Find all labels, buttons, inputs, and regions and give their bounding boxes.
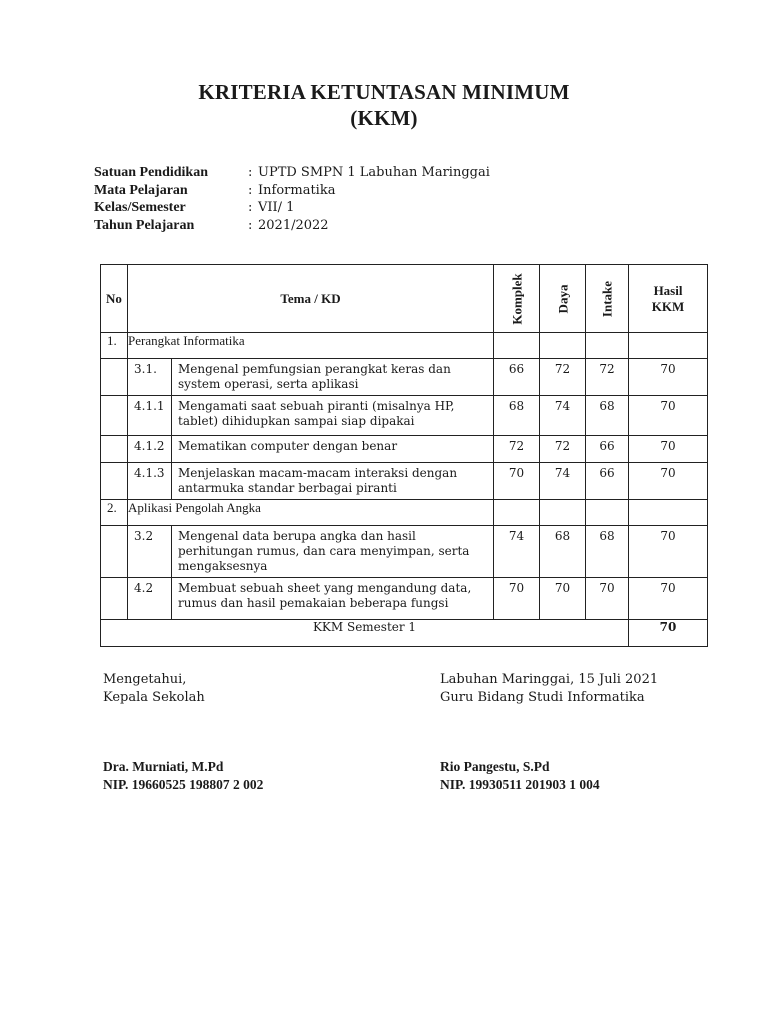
right-line1: Labuhan Maringgai, 15 Juli 2021 (440, 672, 659, 687)
header-komplek-label: Komplek (509, 272, 525, 325)
header-daya-label: Daya (555, 284, 571, 313)
info-label: Kelas/Semester (94, 200, 186, 215)
daya-value: 72 (540, 436, 586, 463)
daya-value: 74 (540, 396, 586, 436)
intake-value: 72 (586, 359, 629, 396)
header-tema-kd: Tema / KD (128, 265, 494, 333)
kd-code: 4.1.3 (128, 463, 172, 500)
kd-description: Menjelaskan macam-macam interaksi dengan antarmuka standar berbagai piranti (172, 463, 494, 500)
document-title: KRITERIA KETUNTASAN MINIMUM (198, 80, 570, 104)
info-label: Tahun Pelajaran (94, 217, 195, 233)
komplek-value: 72 (494, 436, 540, 463)
header-intake-label: Intake (599, 280, 615, 317)
section-row (101, 333, 708, 359)
signature-left-name (103, 758, 263, 794)
hasil-value: 70 (629, 359, 708, 396)
principal-name: Dra. Murniati, M.Pd (103, 759, 224, 774)
info-label: Mata Pelajaran (94, 182, 188, 198)
kkm-table (100, 264, 708, 647)
komplek-value: 74 (494, 526, 540, 578)
teacher-nip: NIP. 19930511 201903 1 004 (440, 777, 600, 792)
daya-value: 74 (540, 463, 586, 500)
info-colon: : (248, 182, 253, 198)
daya-value: 72 (540, 359, 586, 396)
info-value: Informatika (258, 182, 336, 198)
daya-value: 70 (540, 578, 586, 620)
kd-description: Mengenal data berupa angka dan hasil perhitungan rumus, dan cara menyimpan, serta mengaksesnya (172, 526, 494, 578)
table-row (101, 359, 708, 396)
total-label: KKM Semester 1 (101, 620, 629, 647)
header-intake (586, 265, 629, 333)
header-no: No (101, 265, 128, 333)
kd-code: 4.2 (128, 578, 172, 620)
komplek-value: 68 (494, 396, 540, 436)
intake-value: 70 (586, 578, 629, 620)
signature-right (440, 671, 658, 707)
intake-value: 66 (586, 436, 629, 463)
section-no: 1. (101, 333, 128, 359)
intake-value: 68 (586, 396, 629, 436)
info-label: Satuan Pendidikan (94, 165, 208, 180)
kd-code: 3.1. (128, 359, 172, 396)
hasil-value: 70 (629, 396, 708, 436)
kd-description: Membuat sebuah sheet yang mengandung data, rumus dan hasil pemakaian beberapa fungsi (172, 578, 494, 620)
info-value: 2021/2022 (258, 217, 329, 233)
komplek-value: 66 (494, 359, 540, 396)
table-row (101, 396, 708, 436)
info-colon: : (248, 217, 253, 233)
left-line2: Kepala Sekolah (103, 690, 205, 705)
section-row (101, 500, 708, 526)
info-colon: : (248, 200, 253, 215)
header-daya (540, 265, 586, 333)
header-hasil-kkm: Hasil KKM (629, 265, 708, 333)
document-subtitle: (KKM) (350, 106, 418, 130)
total-row (101, 620, 708, 647)
table-row (101, 463, 708, 500)
section-title: Perangkat Informatika (128, 333, 494, 359)
hasil-value: 70 (629, 436, 708, 463)
signature-right-name (440, 758, 600, 794)
komplek-value: 70 (494, 578, 540, 620)
daya-value: 68 (540, 526, 586, 578)
section-title: Aplikasi Pengolah Angka (128, 500, 494, 526)
info-row-satuan (94, 164, 490, 182)
info-value: VII/ 1 (258, 200, 295, 215)
table-row (101, 578, 708, 620)
right-line2: Guru Bidang Studi Informatika (440, 690, 645, 705)
kd-code: 3.2 (128, 526, 172, 578)
intake-value: 68 (586, 526, 629, 578)
teacher-name: Rio Pangestu, S.Pd (440, 759, 550, 774)
header-komplek (494, 265, 540, 333)
hasil-value: 70 (629, 526, 708, 578)
info-value: UPTD SMPN 1 Labuhan Maringgai (258, 165, 490, 180)
signature-left (103, 671, 205, 707)
principal-nip: NIP. 19660525 198807 2 002 (103, 777, 264, 792)
hasil-value: 70 (629, 578, 708, 620)
info-row-kelas (94, 199, 490, 217)
table-row (101, 526, 708, 578)
intake-value: 66 (586, 463, 629, 500)
kd-code: 4.1.1 (128, 396, 172, 436)
identity-block (94, 164, 490, 234)
kd-description: Mengenal pemfungsian perangkat keras dan system operasi, serta aplikasi (172, 359, 494, 396)
info-row-tahun (94, 217, 490, 235)
kd-code: 4.1.2 (128, 436, 172, 463)
kd-description: Mematikan computer dengan benar (172, 436, 494, 463)
table-row (101, 436, 708, 463)
info-colon: : (248, 165, 253, 180)
komplek-value: 70 (494, 463, 540, 500)
hasil-value: 70 (629, 463, 708, 500)
section-no: 2. (101, 500, 128, 526)
info-row-mapel (94, 182, 490, 200)
total-value: 70 (629, 620, 708, 647)
left-line1: Mengetahui, (103, 672, 187, 687)
kd-description: Mengamati saat sebuah piranti (misalnya HP, tablet) dihidupkan sampai siap dipakai (172, 396, 494, 436)
table-header-row (101, 265, 708, 333)
